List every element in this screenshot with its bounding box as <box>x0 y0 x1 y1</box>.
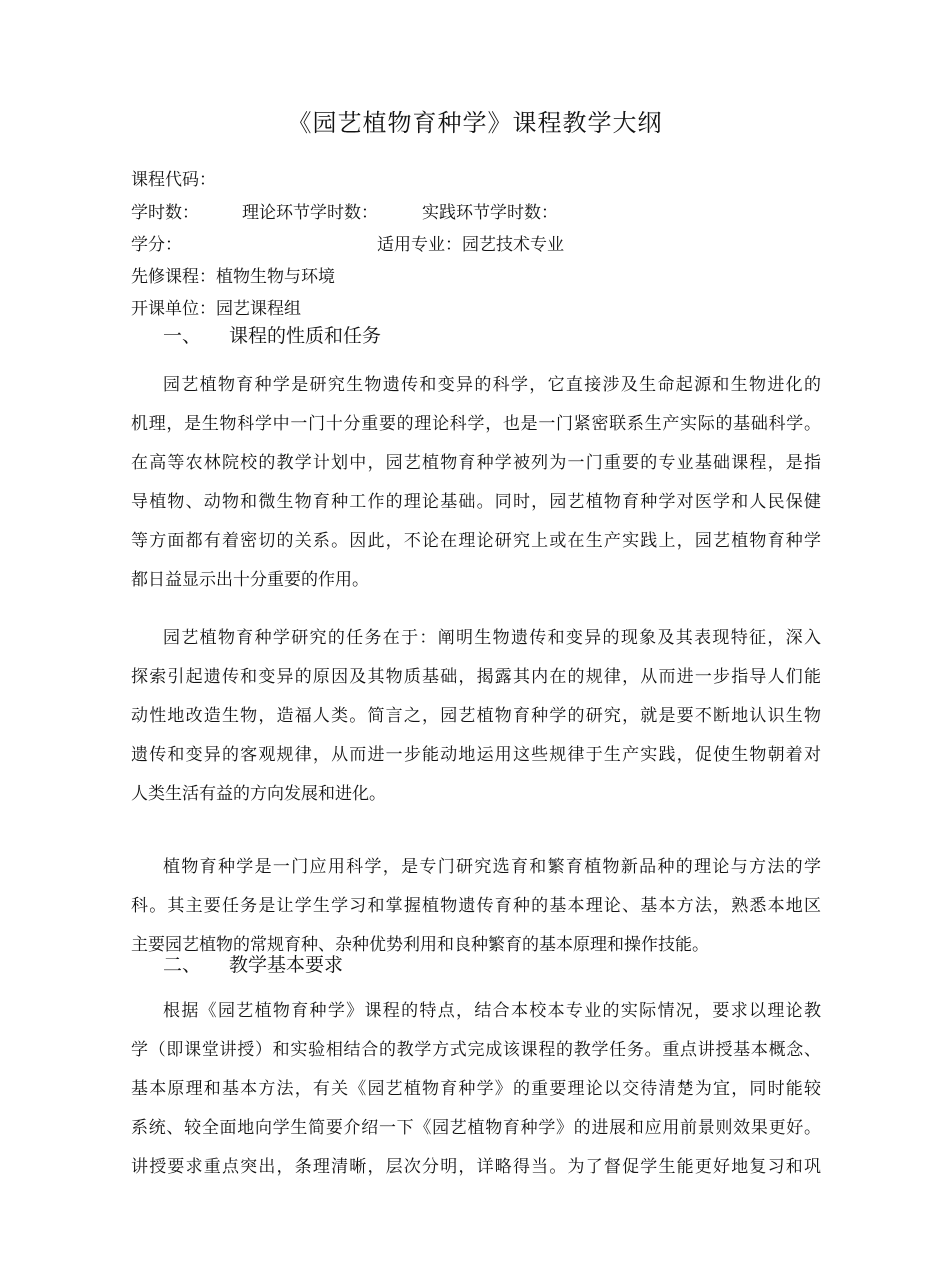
theory-hours-label: 理论环节学时数： <box>242 203 378 223</box>
unit-label: 开课单位：园艺课程组 <box>131 299 301 319</box>
paragraph-line: 都日益显示出十分重要的作用。 <box>131 570 369 590</box>
paragraph-line: 学（即课堂讲授）和实验相结合的教学方式完成该课程的教学任务。重点讲授基本概念、 <box>131 1040 821 1060</box>
paragraph-line: 系统、较全面地向学生简要介绍一下《园艺植物育种学》的进展和应用前景则效果更好。 <box>131 1118 821 1138</box>
paragraph-applied-science <box>131 848 821 965</box>
paragraph-requirements <box>131 992 821 1187</box>
document-title: 《园艺植物育种学》课程教学大纲 <box>287 109 663 137</box>
paragraph-line: 根据《园艺植物育种学》课程的特点，结合本校本专业的实际情况，要求以理论教 <box>163 1001 821 1021</box>
paragraph-line: 导植物、动物和微生物育种工作的理论基础。同时，园艺植物育种学对医学和人民保健 <box>131 492 821 512</box>
paragraph-line: 讲授要求重点突出，条理清晰，层次分明，详略得当。为了督促学生能更好地复习和巩 <box>131 1157 821 1177</box>
paragraph-line: 遗传和变异的客观规律，从而进一步能动地运用这些规律于生产实践，促使生物朝着对 <box>131 745 821 765</box>
paragraph-line: 科。其主要任务是让学生学习和掌握植物遗传育种的基本理论、基本方法，熟悉本地区 <box>131 896 821 916</box>
paragraph-line: 动性地改造生物，造福人类。简言之，园艺植物育种学的研究，就是要不断地认识生物 <box>131 706 821 726</box>
paragraph-tasks <box>131 619 821 814</box>
paragraph-line: 在高等农林院校的教学计划中，园艺植物育种学被列为一门重要的专业基础课程，是指 <box>131 453 821 473</box>
paragraph-nature <box>131 366 821 600</box>
paragraph-line: 基本原理和基本方法，有关《园艺植物育种学》的重要理论以交待清楚为宜，同时能较 <box>131 1079 821 1099</box>
major-label: 适用专业：园艺技术专业 <box>377 235 564 255</box>
paragraph-line: 植物育种学是一门应用科学，是专门研究选育和繁育植物新品种的理论与方法的学 <box>163 857 821 877</box>
section-number: 二、 <box>163 954 202 976</box>
section-title: 教学基本要求 <box>229 954 344 976</box>
paragraph-line: 园艺植物育种学是研究生物遗传和变异的科学，它直接涉及生命起源和生物进化的 <box>163 375 821 395</box>
paragraph-line: 等方面都有着密切的关系。因此，不论在理论研究上或在生产实践上，园艺植物育种学 <box>131 531 821 551</box>
paragraph-line: 人类生活有益的方向发展和进化。 <box>131 784 386 804</box>
paragraph-line: 园艺植物育种学研究的任务在于：阐明生物遗传和变异的现象及其表现特征，深入 <box>163 628 821 648</box>
section-title: 课程的性质和任务 <box>229 325 382 347</box>
credits-label: 学分： <box>131 235 182 255</box>
practice-hours-label: 实践环节学时数： <box>422 203 558 223</box>
paragraph-line: 主要园艺植物的常规育种、杂种优势利用和良种繁育的基本原理和操作技能。 <box>131 935 709 955</box>
paragraph-line: 机理，是生物科学中一门十分重要的理论科学，也是一门紧密联系生产实际的基础科学。 <box>131 414 821 434</box>
hours-label: 学时数： <box>131 203 199 223</box>
paragraph-line: 探索引起遗传和变异的原因及其物质基础，揭露其内在的规律，从而进一步指导人们能 <box>131 667 821 687</box>
course-code-label: 课程代码： <box>131 170 216 190</box>
prerequisite-label: 先修课程：植物生物与环境 <box>131 267 335 287</box>
section-number: 一、 <box>163 325 202 347</box>
